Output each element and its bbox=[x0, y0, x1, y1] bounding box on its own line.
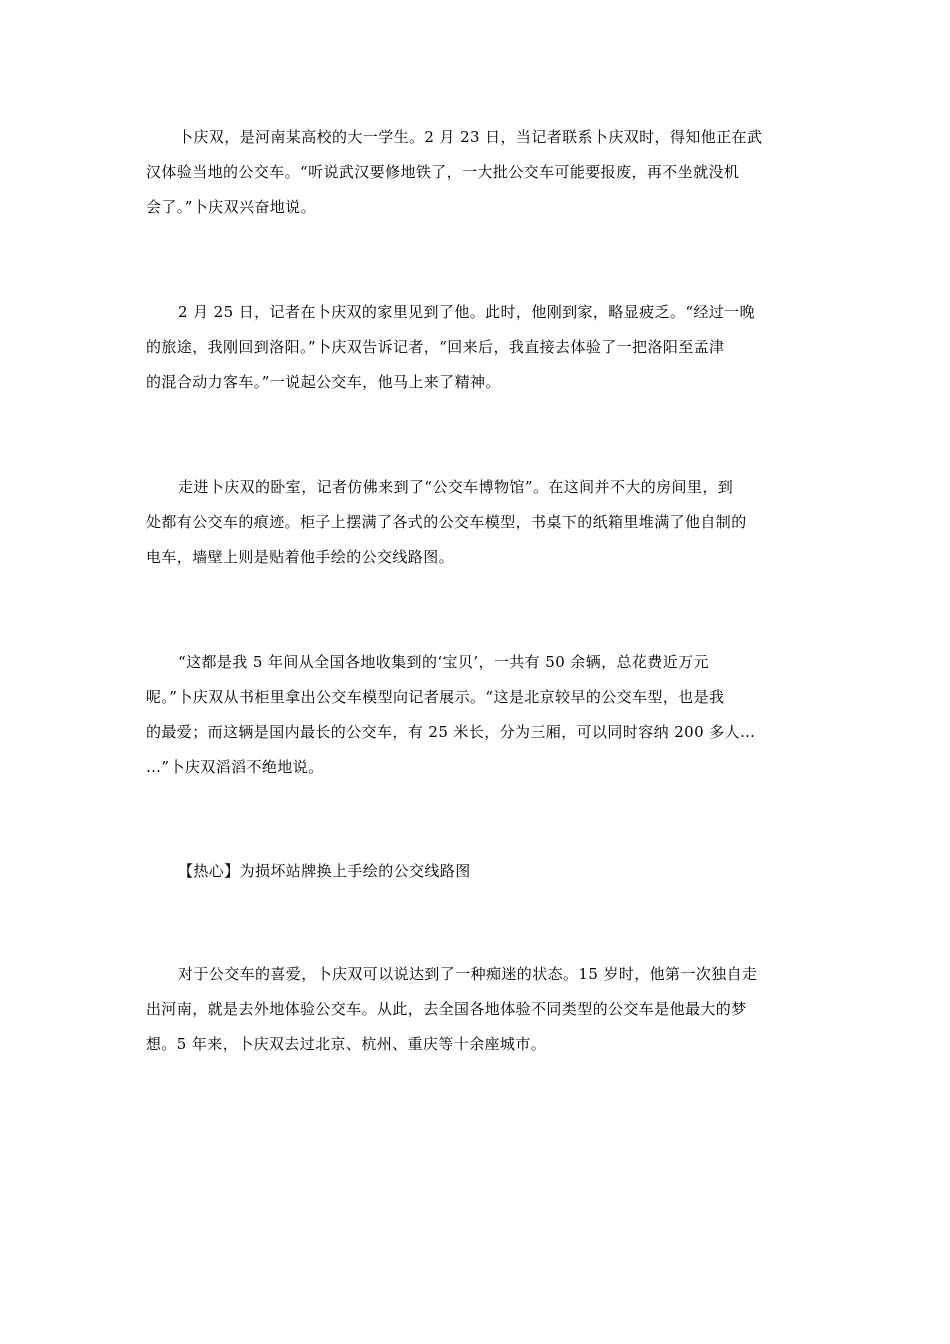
paragraph-3-line-3: 电车，墙壁上则是贴着他手绘的公交线路图。 bbox=[146, 548, 455, 566]
paragraph-4-line-4: …”卜庆双滔滔不绝地说。 bbox=[146, 758, 324, 776]
paragraph-2-line-2: 的旅途，我刚回到洛阳。”卜庆双告诉记者，“回来后，我直接去体验了一把洛阳至孟津 bbox=[146, 338, 725, 356]
paragraph-2-line-1: 2 月 25 日，记者在卜庆双的家里见到了他。此时，他刚到家，略显疲乏。“经过一晚 bbox=[178, 303, 756, 321]
paragraph-4-line-3: 的最爱；而这辆是国内最长的公交车，有 25 米长，分为三厢，可以同时容纳 200 多人… bbox=[146, 723, 756, 741]
paragraph-6-line-2: 出河南，就是去外地体验公交车。从此，去全国各地体验不同类型的公交车是他最大的梦 bbox=[146, 1000, 747, 1018]
paragraph-6-line-1: 对于公交车的喜爱，卜庆双可以说达到了一种痴迷的状态。15 岁时，他第一次独自走 bbox=[178, 965, 758, 983]
paragraph-4-line-1: “这都是我 5 年间从全国各地收集到的‘宝贝’，一共有 50 余辆，总花费近万元 bbox=[178, 653, 709, 671]
paragraph-6-line-3: 想。5 年来，卜庆双去过北京、杭州、重庆等十余座城市。 bbox=[146, 1035, 547, 1053]
paragraph-1-line-3: 会了。”卜庆双兴奋地说。 bbox=[146, 198, 316, 216]
paragraph-3-line-2: 处都有公交车的痕迹。柜子上摆满了各式的公交车模型，书桌下的纸箱里堆满了他自制的 bbox=[146, 513, 747, 531]
section-heading: 【热心】为损坏站牌换上手绘的公交线路图 bbox=[178, 862, 471, 880]
paragraph-4-line-2: 呢。”卜庆双从书柜里拿出公交车模型向记者展示。“这是北京较早的公交车型，也是我 bbox=[146, 688, 725, 706]
paragraph-3-line-1: 走进卜庆双的卧室，记者仿佛来到了“公交车博物馆”。在这间并不大的房间里，到 bbox=[178, 478, 734, 496]
paragraph-1-line-2: 汉体验当地的公交车。“听说武汉要修地铁了，一大批公交车可能要报废，再不坐就没机 bbox=[146, 163, 740, 181]
paragraph-2-line-3: 的混合动力客车。”一说起公交车，他马上来了精神。 bbox=[146, 373, 501, 391]
paragraph-1-line-1: 卜庆双，是河南某高校的大一学生。2 月 23 日，当记者联系卜庆双时，得知他正在武 bbox=[178, 128, 763, 146]
